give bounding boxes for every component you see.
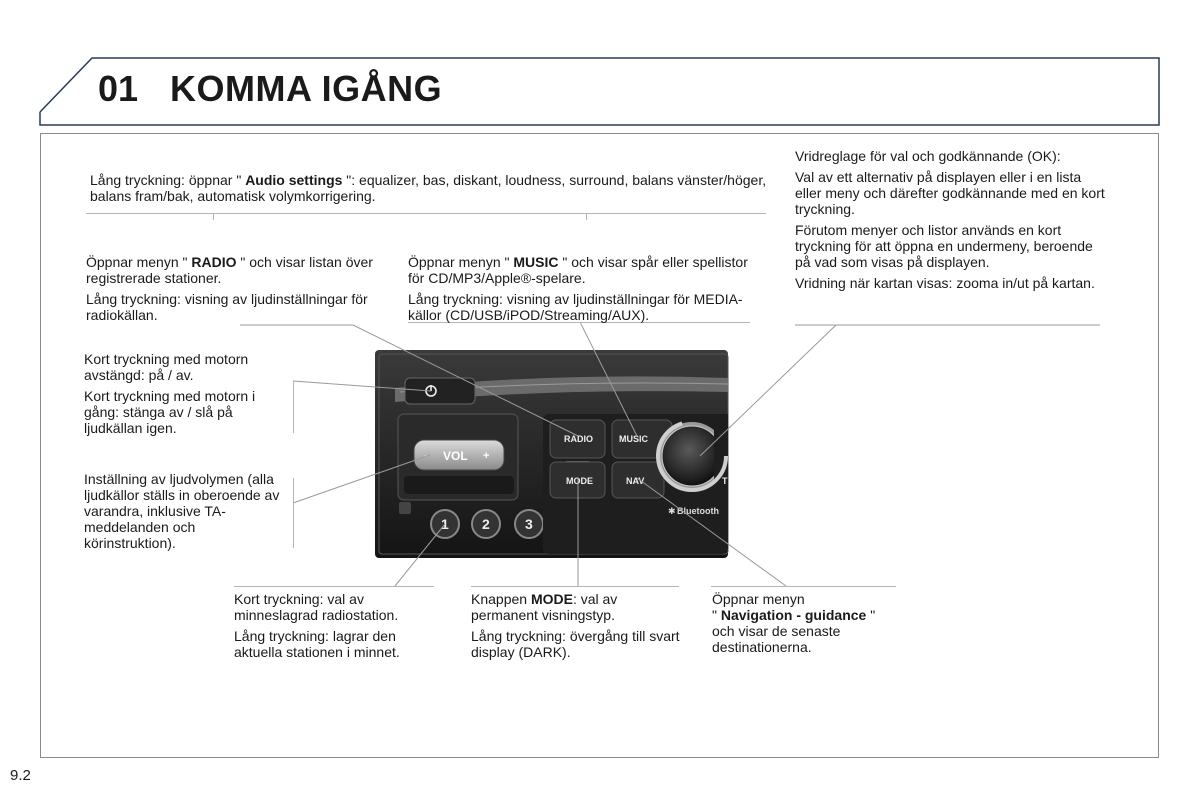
divider-presets [234, 586, 434, 587]
callout-music: Öppnar menyn " MUSIC " och visar spår eller spellistor för CD/MP3/Apple®-spelare. Lång tryckning: visning av ljudinställningar för MEDIA-källor (CD/USB/iPOD/Streaming/AUX). [408, 254, 748, 323]
radio-button-label: RADIO [564, 434, 593, 444]
preset-1-label: 1 [441, 516, 449, 532]
page-title: KOMMA IGÅNG [170, 68, 443, 109]
radio-unit [375, 350, 728, 558]
preset-2-label: 2 [482, 516, 490, 532]
divider-nav [711, 586, 896, 587]
callout-knob: Vridreglage för val och godkännande (OK): Val av ett alternativ på displayen eller i en lista eller meny och därefter godkännande med en kort tryckning. Förutom menyer och listor används en kort tryckning för att öppna en undermeny, beroende på vad som visas på displayen. Vridning när kartan visas: zooma in/ut på kartan. [795, 148, 1105, 291]
tick-left [213, 213, 214, 220]
page-number: 9.2 [10, 767, 31, 784]
callout-audio-settings: Lång tryckning: öppnar " Audio settings ": equalizer, bas, diskant, loudness, surround, balans vänster/höger, balans fram/bak, automatisk volymkorrigering. [90, 172, 767, 204]
music-button-label: MUSIC [619, 434, 648, 444]
chapter-number: 01 [98, 68, 139, 109]
callout-power: Kort tryckning med motorn avstängd: på / av. Kort tryckning med motorn i gång: stänga av / slå på ljudkällan igen. [84, 351, 256, 436]
bracket-power [293, 381, 294, 433]
callout-radio: Öppnar menyn " RADIO " och visar listan över registrerade stationer. Lång tryckning: visning av ljudinställningar för radiokällan. [86, 254, 373, 323]
bluetooth-label: Bluetooth [677, 506, 719, 516]
nav-button-label: NAV [626, 476, 645, 486]
preset-3-label: 3 [525, 516, 533, 532]
vol-plus: + [483, 450, 490, 462]
cut-off-label: T [722, 476, 728, 486]
bluetooth-icon: ✱ [668, 506, 676, 516]
mode-button-label: MODE [566, 476, 593, 486]
tick-right [586, 213, 587, 220]
divider-mode [471, 586, 679, 587]
divider-audio [86, 213, 766, 214]
callout-nav: Öppnar menyn " Navigation - guidance " och visar de senaste destinationerna. [712, 591, 876, 655]
callout-mode: Knappen MODE: val av permanent visningstyp. Lång tryckning: övergång till svart display (DARK). [471, 591, 680, 660]
bracket-volume [293, 478, 294, 548]
vol-minus: - [424, 450, 428, 462]
vol-label: VOL [443, 449, 468, 463]
callout-presets: Kort tryckning: val av minneslagrad radiostation. Lång tryckning: lagrar den aktuella stationen i minnet. [234, 591, 400, 660]
callout-volume: Inställning av ljudvolymen (alla ljudkällor ställs in oberoende av varandra, inklusive TA-meddelanden och körinstruktion). [84, 471, 280, 551]
